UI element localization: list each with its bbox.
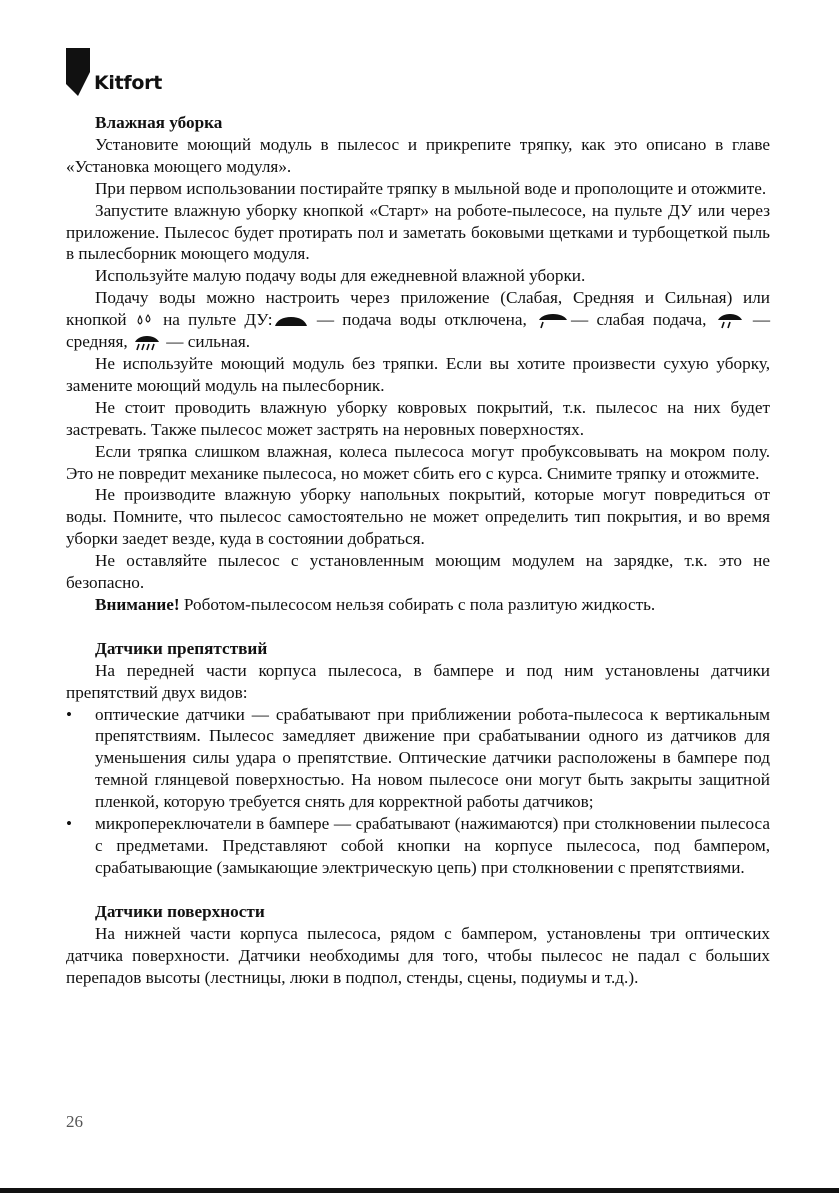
list-item: • оптические датчики — срабатывают при приближении робота-пылесоса к вертикальным препятствиям. Пылесос замедляет движение при срабатывании одного из датчиков для уменьшения силы удара о препятствие. Оптические датчики расположены в бампере под темной глянцевой поверхностью. На новом пылесосе они могут быть закрыты защитной пленкой, которую требуется снять для корректной работы датчиков; [66, 704, 770, 814]
kitfort-logo-icon [66, 48, 90, 96]
paragraph: При первом использовании постирайте тряпку в мыльной воде и прополощите и отожмите. [95, 178, 767, 198]
warning-paragraph: Внимание! Роботом-пылесосом нельзя собирать с пола разлитую жидкость. [95, 594, 656, 614]
section-title-wet-cleaning: Влажная уборка [95, 113, 223, 132]
section-spacer [66, 616, 770, 638]
paragraph: Не оставляйте пылесос с установленным моющим модулем на зарядке, т.к. это не безопасно. [66, 551, 770, 593]
sensor-list [66, 704, 770, 879]
water-low-icon [535, 312, 571, 330]
section-title-obstacle-sensors: Датчики препятствий [95, 638, 268, 658]
page-content [66, 112, 770, 988]
paragraph: Запустите влажную уборку кнопкой «Старт» на роботе-пылесосе, на пульте ДУ или через приложение. Пылесос будет протирать пол и заметать боковыми щетками и турбощеткой пыль в пылесборник моющего модуля. [66, 200, 770, 264]
paragraph: Если тряпка слишком влажная, колеса пылесоса могут пробуксовывать на мокром полу. Это не повредит механике пылесоса, но может сбить его с курса. Снимите тряпку и отожмите. [66, 441, 770, 483]
water-supply-paragraph: Подачу воды можно настроить через приложение (Слабая, Средняя и Сильная) или кнопкой на пульте ДУ: — подача воды отключена, — слабая подача, — средняя, — сильная. [66, 288, 771, 352]
paragraph: Не производите влажную уборку напольных покрытий, которые могут повредиться от воды. Помните, что пылесос самостоятельно не может определить тип покрытия, и во время уборки заедет везде, куда в состоянии добраться. [66, 485, 770, 549]
paragraph: Установите моющий модуль в пылесос и прикрепите тряпку, как это описано в главе «Установка моющего модуля». [66, 134, 770, 176]
paragraph: На нижней части корпуса пылесоса, рядом с бампером, установлены три оптических датчика поверхности. Датчики необходимы для того, чтобы пылесос не падал с больших перепадов высоты (лестницы, люки в подпол, стенды, сцены, подиумы и т.д.). [66, 923, 770, 987]
section-title-surface-sensors: Датчики поверхности [95, 901, 265, 921]
page-bottom-edge [0, 1188, 839, 1193]
section-spacer [66, 879, 770, 901]
paragraph: На передней части корпуса пылесоса, в бампере и под ним установлены датчики препятствий двух видов: [66, 660, 770, 702]
water-high-icon [132, 334, 162, 352]
paragraph: Не стоит проводить влажную уборку ковровых покрытий, т.к. пылесос на них будет застревать. Также пылесос может застрять на неровных поверхностях. [66, 397, 770, 439]
brand-name: Kitfort [94, 72, 162, 94]
page-number: 26 [66, 1112, 83, 1131]
list-item: • микропереключатели в бампере — срабатывают (нажимаются) при столкновении пылесоса с предметами. Представляют собой кнопки на корпусе пылесоса, под бампером, срабатывающие (замыкающие электрическую цепь) при столкновении с препятствиями. [66, 813, 770, 879]
warning-label: Внимание! [95, 594, 180, 614]
water-medium-icon [715, 312, 745, 330]
paragraph: Используйте малую подачу воды для ежедневной влажной уборки. [95, 266, 586, 286]
water-drops-button-icon [135, 314, 155, 328]
water-off-icon [273, 315, 309, 327]
brand-logo [66, 46, 162, 96]
paragraph: Не используйте моющий модуль без тряпки. Если вы хотите произвести сухую уборку, замените моющий модуль на пылесборник. [66, 353, 770, 395]
